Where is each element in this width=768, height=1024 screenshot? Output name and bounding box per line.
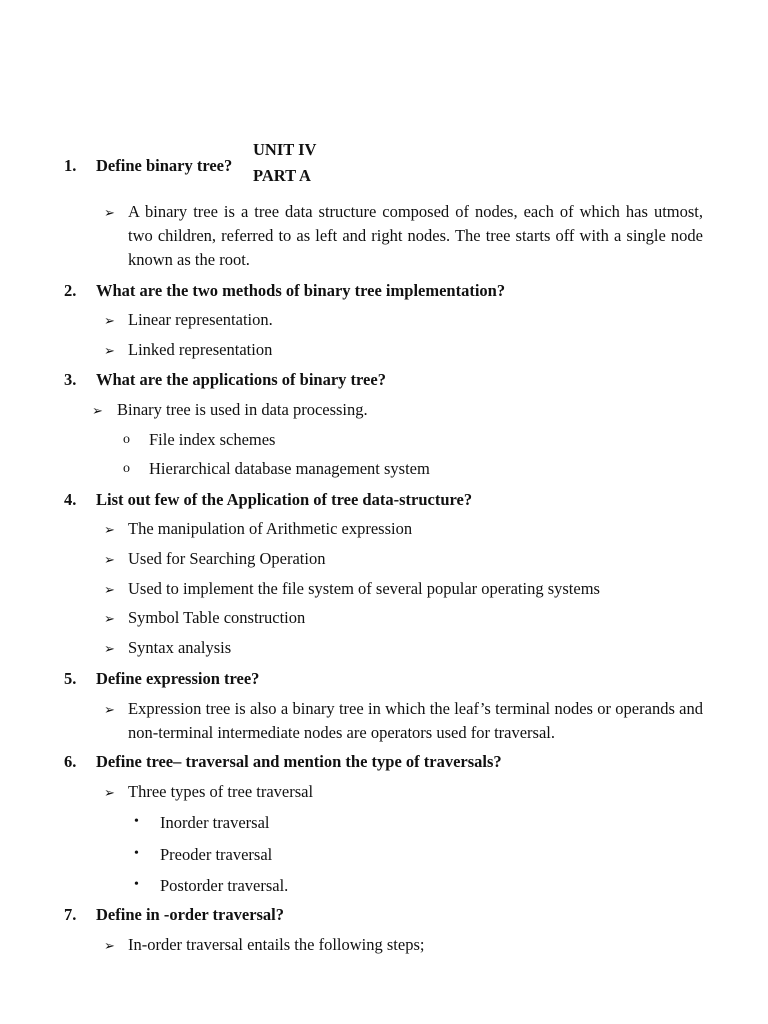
sub-list-item: File index schemes [149, 430, 276, 449]
question-number: 1. [64, 156, 77, 175]
question-title: Define tree– traversal and mention the type of traversals? [96, 752, 502, 771]
arrowhead-bullet-icon: ➢ [104, 702, 115, 717]
list-item: Linked representation [128, 340, 273, 359]
list-item: Binary tree is used in data processing. [117, 400, 368, 419]
sub-list-item: Postorder traversal. [160, 876, 289, 895]
part-heading: PART A [253, 166, 311, 185]
list-item: In-order traversal entails the following steps; [128, 935, 425, 954]
arrowhead-bullet-icon: ➢ [104, 522, 115, 537]
arrowhead-bullet-icon: ➢ [104, 611, 115, 626]
question-title: Define binary tree? [96, 156, 233, 175]
list-item: Symbol Table construction [128, 608, 306, 627]
question-title: List out few of the Application of tree data-structure? [96, 490, 473, 509]
list-item: Used for Searching Operation [128, 549, 326, 568]
arrowhead-bullet-icon: ➢ [104, 785, 115, 800]
arrowhead-bullet-icon: ➢ [104, 582, 115, 597]
question-number: 6. [64, 752, 77, 771]
answer-paragraph: Expression tree is also a binary tree in which the leaf’s terminal nodes or operands and non-terminal intermediate nodes are operators used for traversal. [128, 699, 703, 742]
sub-list-item: Hierarchical database management system [149, 459, 430, 478]
question-number: 2. [64, 281, 77, 300]
list-item: Three types of tree traversal [128, 782, 314, 801]
list-item: Used to implement the file system of several popular operating systems [128, 579, 600, 598]
question-number: 5. [64, 669, 77, 688]
question-title: What are the applications of binary tree? [96, 370, 386, 389]
filled-dot-bullet-icon: • [134, 877, 139, 892]
question-title: What are the two methods of binary tree implementation? [96, 281, 506, 300]
list-item: Linear representation. [128, 310, 273, 329]
arrowhead-bullet-icon: ➢ [92, 403, 103, 418]
unit-heading: UNIT IV [253, 140, 317, 159]
sub-list-item: Inorder traversal [160, 813, 270, 832]
sub-list-item: Preoder traversal [160, 845, 273, 864]
question-number: 7. [64, 905, 77, 924]
list-item: The manipulation of Arithmetic expression [128, 519, 413, 538]
arrowhead-bullet-icon: ➢ [104, 205, 115, 220]
list-item: Syntax analysis [128, 638, 232, 657]
hollow-circle-bullet-icon: o [123, 432, 130, 447]
hollow-circle-bullet-icon: o [123, 461, 130, 476]
question-title: Define expression tree? [96, 669, 260, 688]
answer-paragraph: A binary tree is a tree data structure composed of nodes, each of which has utmost, two children, referred to as left and right nodes. The tree starts off with a single node known as the root. [128, 202, 703, 269]
question-number: 4. [64, 490, 77, 509]
arrowhead-bullet-icon: ➢ [104, 552, 115, 567]
arrowhead-bullet-icon: ➢ [104, 938, 115, 953]
arrowhead-bullet-icon: ➢ [104, 343, 115, 358]
question-title: Define in -order traversal? [96, 905, 285, 924]
filled-dot-bullet-icon: • [134, 814, 139, 829]
filled-dot-bullet-icon: • [134, 846, 139, 861]
question-number: 3. [64, 370, 77, 389]
arrowhead-bullet-icon: ➢ [104, 313, 115, 328]
arrowhead-bullet-icon: ➢ [104, 641, 115, 656]
